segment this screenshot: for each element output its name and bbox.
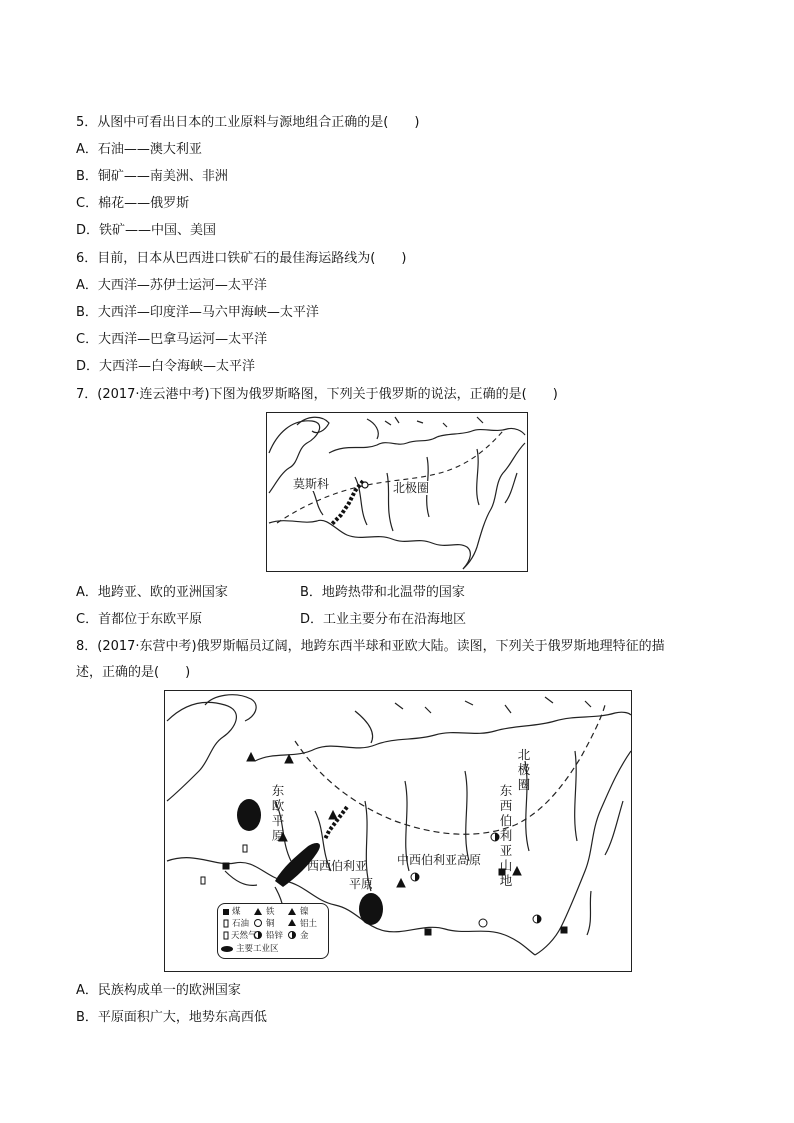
legend-oil: 石油 (232, 919, 250, 929)
legend-industrial-zone: 主要工业区 (236, 944, 279, 954)
q7-option-d: D．工业主要分布在沿海地区 (300, 612, 467, 627)
central-siberia-plateau-label: 中西伯利亚高原 (397, 853, 482, 867)
q6-option-c: C．大西洋—巴拿马运河—太平洋 (76, 332, 268, 347)
legend-bauxite: 铝土 (300, 919, 318, 929)
legend-lead-zinc: 铅锌 (266, 931, 284, 941)
q8-option-a: A．民族构成单一的欧洲国家 (76, 983, 241, 998)
q5-option-d: D．铁矿——中国、美国 (76, 223, 217, 238)
legend-copper: 铜 (266, 919, 275, 929)
q7-option-c: C．首都位于东欧平原 (76, 612, 203, 627)
q8-option-b: B．平原面积广大，地势东高西低 (76, 1010, 267, 1025)
q6-stem: 6．目前，日本从巴西进口铁矿石的最佳海运路线为( ) (76, 251, 407, 266)
q5-option-c: C．棉花——俄罗斯 (76, 196, 190, 211)
west-siberia-plain-label-1: 西西伯利亚 (307, 859, 368, 873)
legend-iron: 铁 (266, 907, 275, 917)
west-siberia-plain-label-2: 平原 (349, 877, 374, 891)
map-legend (217, 903, 329, 959)
legend-gold: 金 (300, 931, 309, 941)
arctic-circle-label: 北极圈 (393, 481, 430, 495)
legend-coal: 煤 (232, 907, 241, 917)
legend-nickel: 镍 (300, 907, 309, 917)
q5-stem: 5．从图中可看出日本的工业原料与源地组合正确的是( ) (76, 115, 420, 130)
arctic-circle-label-8: 北极圈 (517, 747, 531, 792)
east-siberia-mountains-label: 东西伯利亚山地 (499, 783, 513, 888)
q7-stem: 7．(2017·连云港中考)下图为俄罗斯略图，下列关于俄罗斯的说法，正确的是( ) (76, 387, 558, 402)
q7-option-a: A．地跨亚、欧的亚洲国家 (76, 585, 228, 600)
q5-option-b: B．铜矿——南美洲、非洲 (76, 169, 228, 184)
q6-option-b: B．大西洋—印度洋—马六甲海峡—太平洋 (76, 305, 319, 320)
q8-stem-line1: 8．(2017·东营中考)俄罗斯幅员辽阔，地跨东西半球和亚欧大陆。读图，下列关于俄罗斯地理特征的描 (76, 639, 665, 654)
moscow-label: 莫斯科 (293, 477, 330, 491)
q7-option-b: B．地跨热带和北温带的国家 (300, 585, 465, 600)
q5-option-a: A．石油——澳大利亚 (76, 142, 202, 157)
q6-option-d: D．大西洋—白令海峡—太平洋 (76, 359, 256, 374)
russia-resources-map (164, 690, 632, 972)
legend-gas: 天然气 (231, 931, 257, 941)
russia-outline-map (266, 412, 528, 572)
q6-option-a: A．大西洋—苏伊士运河—太平洋 (76, 278, 267, 293)
q8-stem-line2: 述，正确的是( ) (76, 665, 191, 680)
east-europe-plain-label: 东欧平原 (271, 783, 285, 843)
